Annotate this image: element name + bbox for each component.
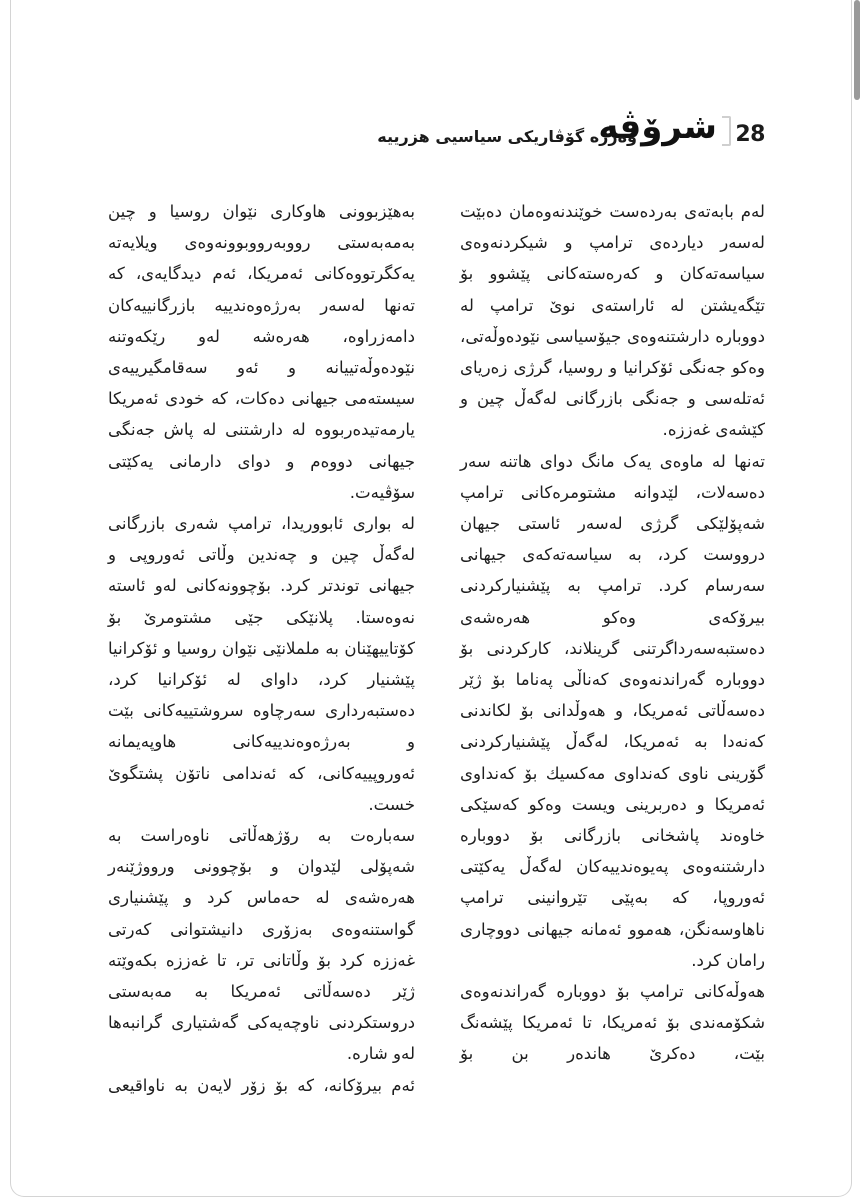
page-header [377, 107, 765, 166]
paragraph: لە بواری ئابووریدا، ترامپ شەری بازرگانی لەگەڵ چین و چەندین وڵاتی ئەوروپی و جیهانی توندتر کرد. بۆچوونەکانی لەو ئاستە نەوەستا. پلانێکی جێی مشتومرێ بۆ کۆتاییهێنان بە ململانێی نێوان روسیا و ئۆکرانیا پێشنیار کرد، داوای لە ئۆکرانیا کرد، دەستبەرداری سەرچاوە سروشتییەکانی بێت و بەرژەوەندییەکانی هاوپەیمانە ئەوروپییەکانی، کە ئەندامی ناتۆن پشتگوێ خست. [108, 514, 415, 814]
paragraph: لەم بابەتەی بەردەست خوێندنەوەمان دەبێت لەسەر دیاردەی ترامپ و شیکردنەوەی سیاسەتەکان و کەرەستەکانی پێشوو بۆ تێگەیشتن لە ئاراستەی نوێ ترامپ لە دووبارە دارشتنەوەی جیۆسیاسی نێودەوڵەتی، وەکو جەنگی ئۆکرانیا و روسیا، گرژی زەریای ئەتلەسی و جەنگی بازرگانی لەگەڵ چین و کێشەی غەززە. [460, 202, 765, 440]
paragraph: بەهێزبوونی هاوکاری نێوان روسیا و چین بەمەبەستی رووبەرووبوونەوەی ویلایەتە یەکگرتووەکانی ئەمریکا، ئەم دیدگایەی، کە تەنها لەسەر بەرژەوەندییە بازرگانییەکان دامەزراوە، هەرەشە لەو رێکەوتنە نێودەوڵەتییانە و ئەو سەقامگیرییەی سیستەمی جیهانی دەکات، کە خودی ئەمریکا یارمەتیدەربووە لە دارشتنی لە پاش جەنگی جیهانی دووەم و دوای دارمانی یەکێتی سۆڤیەت. [108, 202, 415, 502]
magazine-tagline: وەرزە گۆڤاریکی سیاسیی هزرییە [377, 127, 637, 146]
paragraph: سەبارەت بە رۆژهەڵاتی ناوەراست بە شەپۆلی لێدوان و بۆچوونی ورووژێنەر هەرەشەی لە حەماس کرد و پێشنیاری گواستنەوەی بەزۆری دانیشتوانی کەرتی غەززە کرد بۆ وڵاتانی تر، تا غەززە بکەوێتە ژێر دەسەڵاتی ئەمریکا بە مەبەستی دروستکردنی ناوچەیەکی گەشتیاری گرانبەها لەو شارە. [108, 826, 415, 1064]
scrollbar[interactable] [854, 0, 860, 100]
article-column-left [108, 196, 415, 1101]
paragraph: تەنها لە ماوەی یەک مانگ دوای هاتنە سەر دەسەلات، لێدوانە مشتومرەکانی ترامپ شەپۆلێکی گرژی لەسەر ئاستی جیهان درووست کرد، بە سیاسەتەکەی جیهانی سەرسام کرد. ترامپ بە پێشنیارکردنی بیرۆکەی وەکو هەرەشەی دەستبەسەرداگرتنی گرینلاند، کارکردنی بۆ دووبارە گەراندنەوەی کەناڵی پەناما بۆ ژێر دەسەڵاتی ئەمریکا، و هەوڵدانی بۆ لکاندنی کەنەدا بە ئەمریکا، لەگەڵ پێشنیارکردنی گۆرینی ناوی کەنداوی مەکسیك بۆ کەنداوی ئەمریکا و دەربرینی ویست وەکو کەسێکی خاوەند پاشخانی بازرگانی بۆ دووبارە دارشتنەوەی پەیوەندییەکان لەگەڵ یەکێتی ئەوروپا، کە بەپێی تێروانینی ترامپ ناهاوسەنگن، هەموو ئەمانە جیهانی دووچاری رامان کرد. [460, 451, 765, 970]
article-column-right [460, 196, 765, 1070]
paragraph: هەوڵەکانی ترامپ بۆ دووبارە گەراندنەوەی شکۆمەندی بۆ ئەمریکا، تا ئەمریکا پێشەنگ بێت، دەکرێ هاندەر بن بۆ [460, 982, 765, 1064]
magazine-logo: شرۆڤە [598, 107, 717, 147]
page-number: 28 [735, 122, 765, 147]
bracket-ornament [722, 116, 731, 146]
paragraph: ئەم بیرۆکانە، کە بۆ زۆر لایەن بە ناواقیعی [108, 1075, 415, 1095]
